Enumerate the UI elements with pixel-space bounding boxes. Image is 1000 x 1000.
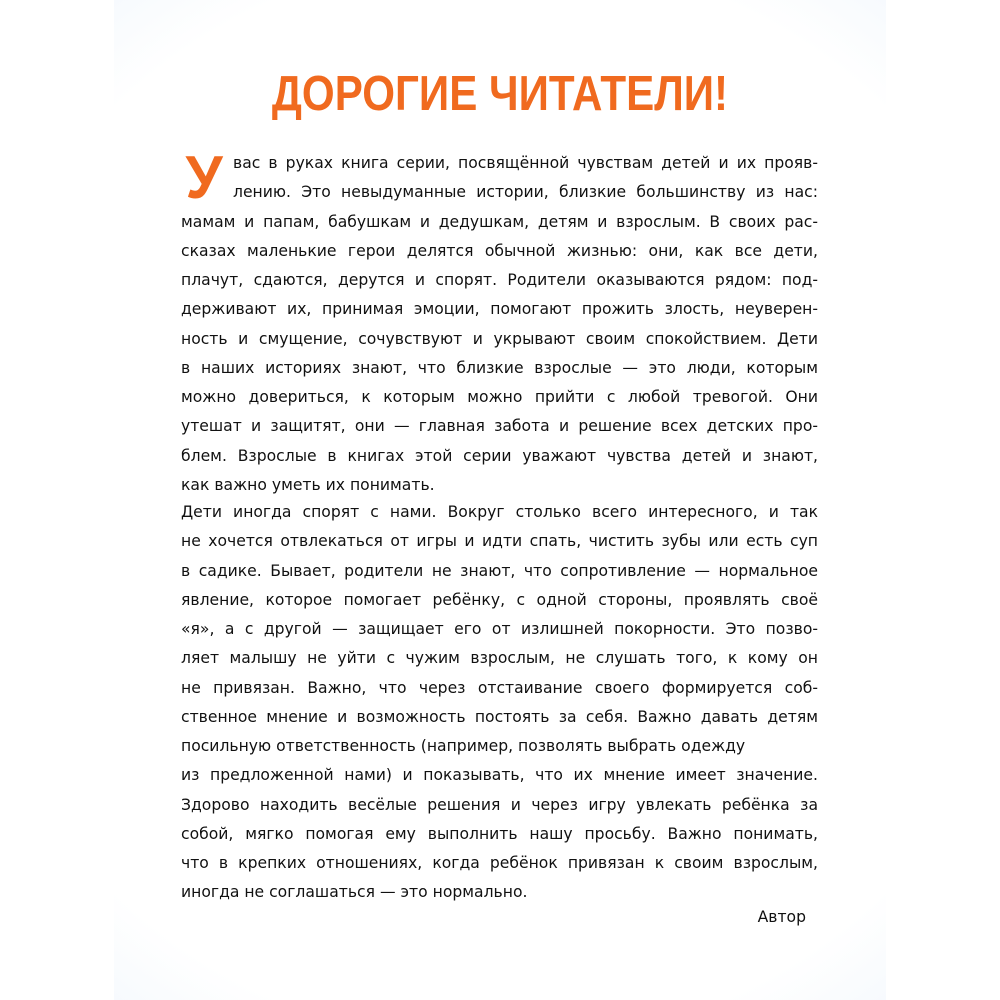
text-line: утешат и защитят, они — главная забота и решение всех детских про- <box>181 417 818 436</box>
book-page <box>114 0 886 1000</box>
page-title: ДОРОГИЕ ЧИТАТЕЛИ! <box>271 67 729 121</box>
text-line: ляет малышу не уйти с чужим взрослым, не слушать того, к кому он <box>181 649 818 668</box>
text-line: блем. Взрослые в книгах этой серии уважают чувства детей и знают, <box>181 446 818 465</box>
text-line: плачут, сдаются, дерутся и спорят. Родители оказываются рядом: под- <box>181 271 818 289</box>
text-line: ность и смущение, сочувствуют и укрывают своим спокойствием. Дети <box>181 329 818 348</box>
drop-cap-letter: У <box>185 144 223 211</box>
text-line: Здорово находить весёлые решения и через игру увлекать ребёнка за <box>181 795 818 814</box>
text-line: не привязан. Важно, что через отстаивание своего формируется соб- <box>181 678 818 697</box>
text-line: можно довериться, к которым можно прийти с любой тревогой. Они <box>181 388 818 406</box>
paragraph-intro <box>181 144 818 500</box>
text-line: лению. Это невыдуманные истории, близкие большинству из нас: <box>233 183 818 202</box>
text-line: посильную ответственность (например, позволять выбрать одежду <box>181 737 746 755</box>
author-signature: Автор <box>757 908 806 926</box>
text-line: иногда не соглашаться — это нормально. <box>181 883 528 902</box>
text-line: не хочется отвлекаться от игры и идти спать, чистить зубы или есть суп <box>181 532 818 551</box>
paragraph-resistance <box>181 498 818 908</box>
text-line: ственное мнение и возможность постоять за себя. Важно давать детям <box>181 707 818 726</box>
text-line: что в крепких отношениях, когда ребёнок привязан к своим взрослым, <box>181 854 818 872</box>
text-line: мамам и папам, бабушкам и дедушкам, детям и взрослым. В своих рас- <box>181 212 818 231</box>
text-line: Дети иногда спорят с нами. Вокруг столько всего интересного, и так <box>181 503 818 521</box>
text-line: в наших историях знают, что близкие взрослые — это люди, которым <box>181 358 818 377</box>
text-line: сказах маленькие герои делятся обычной жизнью: они, как все дети, <box>181 241 818 260</box>
text-line: собой, мягко помогая ему выполнить нашу просьбу. Важно понимать, <box>181 824 818 843</box>
text-line: как важно уметь их понимать. <box>181 475 435 494</box>
text-line: явление, которое помогает ребёнку, с одной стороны, проявлять своё <box>181 590 818 609</box>
text-line: держивают их, принимая эмоции, помогают прожить злость, неуверен- <box>181 300 818 319</box>
text-line: из предложенной нами) и показывать, что их мнение имеет значение. <box>181 766 818 785</box>
text-line: «я», а с другой — защищает его от излишней покорности. Это позво- <box>181 620 818 638</box>
text-line: вас в руках книга серии, посвящённой чувствам детей и их прояв- <box>233 154 818 172</box>
text-line: в садике. Бывает, родители не знают, что сопротивление — нормальное <box>181 561 818 580</box>
